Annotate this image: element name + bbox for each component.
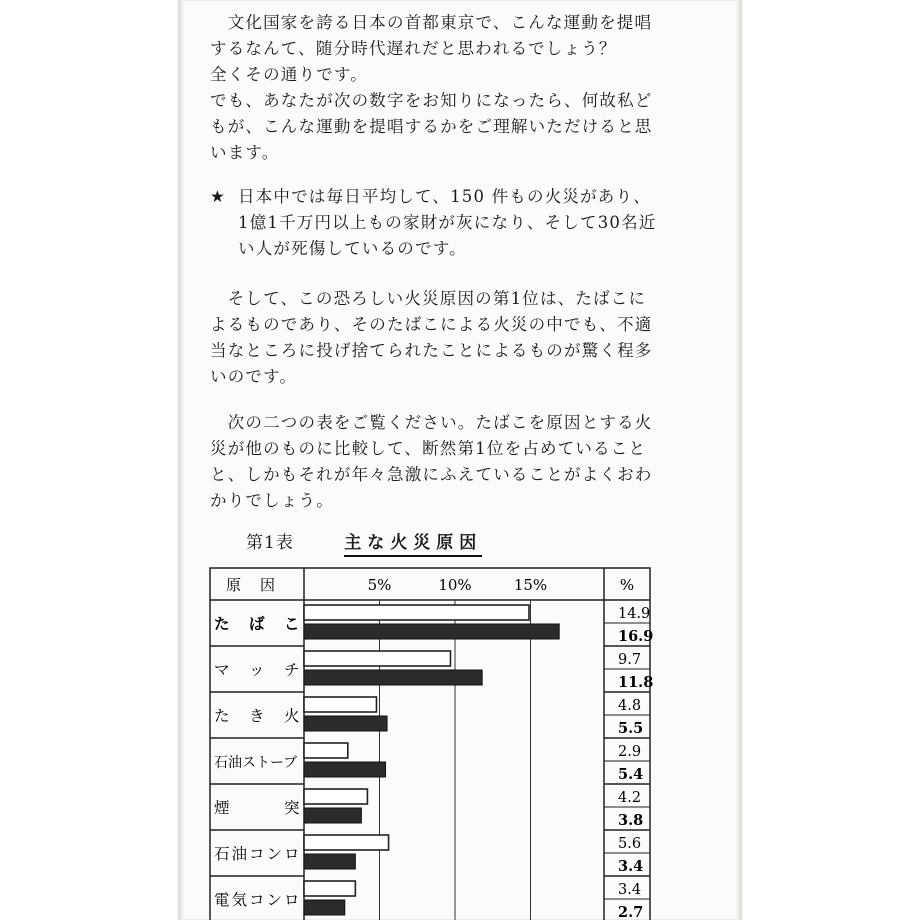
value-label-upper: 4.2 <box>618 790 642 806</box>
table-intro-line: 次の二つの表をご覧ください。たばこを原因とする火 <box>210 413 653 432</box>
row-cause-label: 煙 突 <box>214 799 302 817</box>
x-tick-label: 15% <box>513 576 548 594</box>
row-cause-label: マ ッ チ <box>214 661 302 679</box>
bar-upper-outline <box>304 743 348 758</box>
intro-line: います。 <box>210 143 280 162</box>
value-label-upper: 3.4 <box>618 882 642 898</box>
bullet-line: 日本中では毎日平均して、150 件もの火災があり、 <box>238 187 651 206</box>
x-tick-label: 5% <box>367 576 392 594</box>
bar-upper-outline <box>304 789 367 804</box>
cause-line: 当なところに投げ捨てられたことによるものが驚く程多 <box>210 341 653 360</box>
bar-lower-filled <box>304 762 386 777</box>
intro-line: でも、あなたが次の数字をお知りになったら、何故私ど <box>210 91 653 110</box>
value-label-upper: 9.7 <box>618 652 642 668</box>
value-label-upper: 14.9 <box>618 606 651 622</box>
value-label-upper: 4.8 <box>618 698 642 714</box>
bar-lower-filled <box>304 900 345 915</box>
row-cause-label: 石油ストーブ <box>214 755 298 771</box>
bar-lower-filled <box>304 624 559 639</box>
bar-lower-filled <box>304 854 355 869</box>
value-label-upper: 2.9 <box>618 744 642 760</box>
row-cause-label: た ば こ <box>214 614 302 633</box>
value-label-upper: 5.6 <box>618 836 642 852</box>
row-cause-label: 電気コンロ <box>214 891 302 909</box>
bar-upper-outline <box>304 697 376 712</box>
intro-line: 全くその通りです。 <box>210 65 368 84</box>
value-label-lower: 16.9 <box>618 628 654 645</box>
x-tick-label: 10% <box>438 576 472 594</box>
value-label-lower: 5.5 <box>618 720 644 737</box>
star-icon: ★ <box>210 187 226 206</box>
row-cause-label: た き 火 <box>214 707 302 725</box>
bar-upper-outline <box>304 881 355 896</box>
table-intro-line: かりでしょう。 <box>210 491 334 510</box>
bullet-line: 1億1千万円以上もの家財が灰になり、そして30名近 <box>238 213 657 232</box>
header-cause-label: 原 因 <box>226 576 278 594</box>
table-title: 主な火災原因 <box>344 533 482 557</box>
table-intro-line: と、しかもそれが年々急激にふえていることがよくおわ <box>210 465 653 484</box>
row-cause-label: 石油コンロ <box>214 845 302 863</box>
intro-line: するなんて、随分時代遅れだと思われるでしょう？ <box>210 39 617 58</box>
table-intro-line: 災が他のものに比較して、断然第1位を占めていること <box>210 439 647 458</box>
bar-upper-outline <box>304 835 389 850</box>
cause-line: よるものであり、そのたばこによる火災の中でも、不適 <box>210 315 653 334</box>
value-label-lower: 3.8 <box>618 812 644 829</box>
header-unit-label: % <box>619 576 635 594</box>
bullet-line: い人が死傷しているのです。 <box>238 239 467 258</box>
cause-line: いのです。 <box>210 367 298 386</box>
intro-line: 文化国家を誇る日本の首都東京で、こんな運動を提唱 <box>210 13 653 32</box>
bar-lower-filled <box>304 716 387 731</box>
bar-lower-filled <box>304 670 482 685</box>
bar-upper-outline <box>304 605 529 620</box>
value-label-lower: 11.8 <box>618 674 654 691</box>
table-number: 第1表 <box>246 533 294 553</box>
bar-lower-filled <box>304 808 361 823</box>
value-label-lower: 2.7 <box>618 904 644 920</box>
intro-line: もが、こんな運動を提唱するかをご理解いただけると思 <box>210 117 653 136</box>
value-label-lower: 3.4 <box>618 858 644 875</box>
value-label-lower: 5.4 <box>618 766 644 783</box>
cause-line: そして、この恐ろしい火災原因の第1位は、たばこに <box>210 289 647 308</box>
bar-upper-outline <box>304 651 450 666</box>
